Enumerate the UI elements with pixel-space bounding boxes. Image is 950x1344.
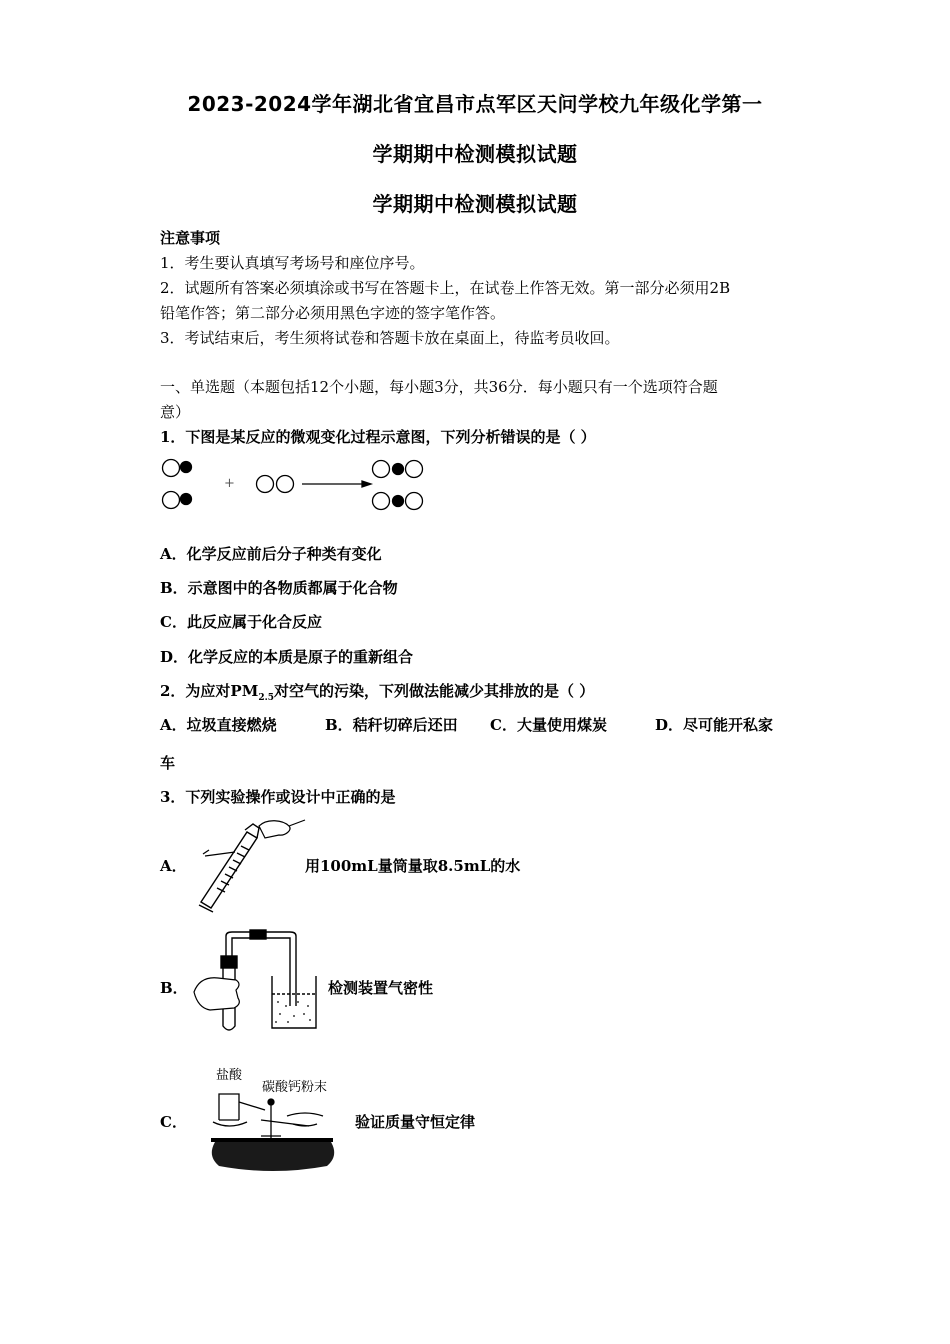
graduated-cylinder-figure [195,818,310,913]
balance-base [212,1142,334,1171]
reaction-arrow [302,481,371,487]
q1-option-b: B．示意图中的各物质都属于化合物 [160,579,398,597]
q2-stem-post: 对空气的污染，下列做法能减少其排放的是（ ） [274,682,595,700]
notice-item-2-line1: 2．试题所有答案必须填涂或书写在答题卡上，在试卷上作答无效。第一部分必须用2B [160,279,731,297]
q2-stem-pre: 2．为应对PM [160,682,259,700]
q2-option-b: B．秸秆切碎后还田 [325,716,458,734]
q3-option-b-label: B． [160,979,188,997]
q2-option-d-continued: 车 [160,754,176,772]
q3-option-c-text: 验证质量守恒定律 [355,1113,476,1131]
q2-option-d: D．尽可能开私家 [655,716,774,734]
q1-option-a: A．化学反应前后分子种类有变化 [160,545,382,563]
hand-icon [194,978,239,1010]
q2-option-a: A．垃圾直接燃烧 [160,716,277,734]
q3-option-c-label: C． [160,1113,187,1131]
q3-option-b-text: 检测装置气密性 [328,979,434,997]
q1-reaction-diagram [155,455,445,520]
q1-option-c: C．此反应属于化合反应 [160,613,322,631]
water-dots [275,1001,311,1023]
q2-option-c: C．大量使用煤炭 [490,716,607,734]
q1-plus-sign: + [224,476,235,491]
q1-option-d: D．化学反应的本质是原子的重新组合 [160,648,414,666]
q2-stem-subscript: 2.5 [258,693,274,703]
q1-stem: 1．下图是某反应的微观变化过程示意图，下列分析错误的是（ ） [160,428,596,446]
q2-stem [160,680,594,703]
product-molecule-2 [373,493,423,510]
notice-item-1: 1．考生要认真填写考场号和座位序号。 [160,254,425,272]
notice-item-2-line2: 铅笔作答；第二部分必须用黑色字迹的签字笔作答。 [160,304,506,322]
balance-figure [205,1080,340,1175]
exam-title-line1: 2023-2024学年湖北省宜昌市点军区天问学校九年级化学第一 [187,92,763,116]
calcium-carbonate-label: 碳酸钙粉末 [262,1080,328,1095]
product-molecule-1 [373,461,423,478]
hydrochloric-acid-label: 盐酸 [216,1068,243,1083]
q3-stem: 3．下列实验操作或设计中正确的是 [160,788,396,806]
airtightness-apparatus-figure [190,928,320,1036]
reactant-molecule-1 [163,460,192,477]
reactant-molecule-2 [163,492,192,509]
exam-title-line3: 学期期中检测模拟试题 [372,192,578,216]
reactant-molecule-3 [257,476,294,493]
section-heading-line1: 一、单选题（本题包括12个小题，每小题3分，共36分．每小题只有一个选项符合题 [160,378,718,396]
q3-option-a-label: A． [160,857,187,875]
q3-option-a-text: 用100mL量筒量取8.5mL的水 [305,857,521,875]
notice-item-3: 3．考试结束后，考生须将试卷和答题卡放在桌面上，待监考员收回。 [160,329,620,347]
notice-heading: 注意事项 [160,229,221,247]
section-heading-line2: 意） [160,403,191,421]
exam-title-line2: 学期期中检测模拟试题 [372,142,578,166]
